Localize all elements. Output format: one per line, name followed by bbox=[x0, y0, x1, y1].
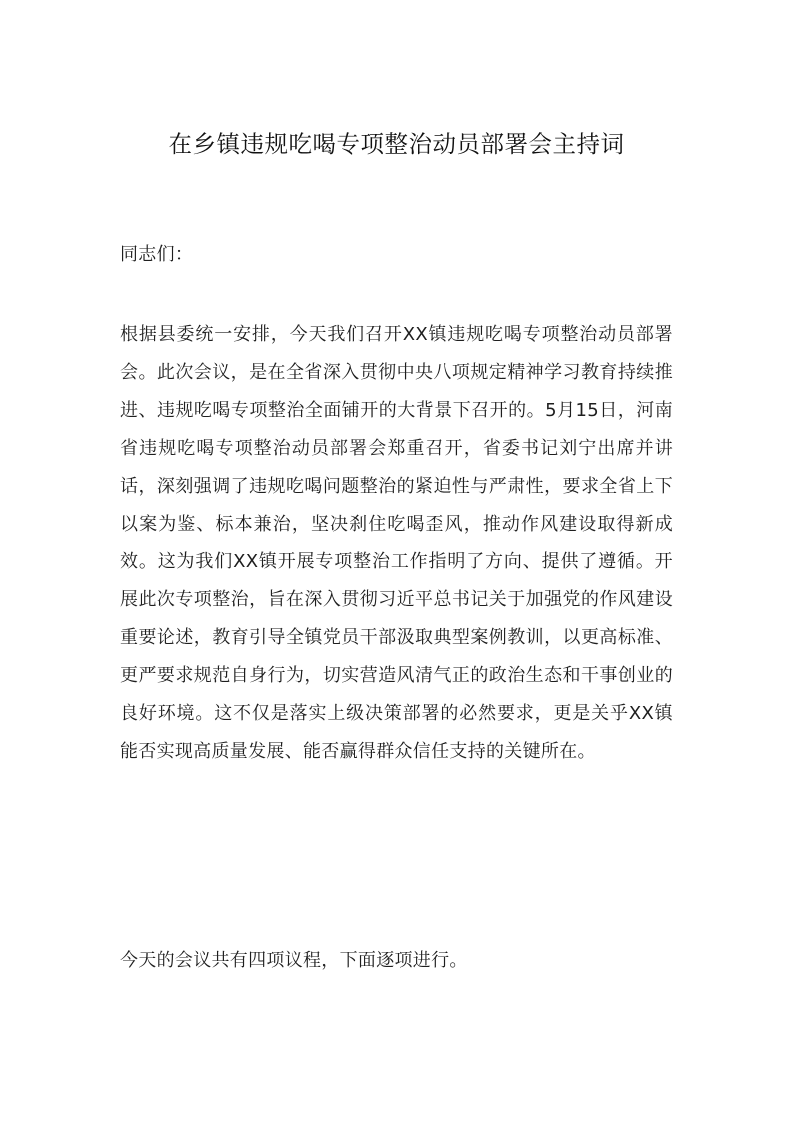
greeting bbox=[120, 236, 673, 274]
paragraph-text: 今天的会议共有四项议程，下面逐项进行。 bbox=[120, 950, 468, 971]
document-title: 在乡镇违规吃喝专项整治动员部署会主持词 bbox=[168, 130, 625, 158]
paragraph-agenda bbox=[120, 942, 673, 980]
greeting-text: 同志们： bbox=[120, 244, 194, 265]
paragraph-text: 根据县委统一安排，今天我们召开XX镇违规吃喝专项整治动员部署会。此次会议，是在全省深入贯彻中央八项规定精神学习教育持续推进、违规吃喝专项整治全面铺开的大背景下召开的。5月15日，河南省违规吃喝专项整治动员部署会郑重召开，省委书记刘宁出席并讲话，深刻强调了违规吃喝问题整治的紧迫性与严肃性，要求全省上下以案为鉴、标本兼治，坚决刹住吃喝歪风，推动作风建设取得新成效。这为我们XX镇开展专项整治工作指明了方向、提供了遵循。开展此次专项整治，旨在深入贯彻习近平总书记关于加强党的作风建设重要论述，教育引导全镇党员干部汲取典型案例教训，以更高标准、更严要求规范自身行为，切实营造风清气正的政治生态和干事创业的良好环境。这不仅是落实上级决策部署的必然要求，更是关乎XX镇能否实现高质量发展、能否赢得群众信任支持的关键所在。 bbox=[120, 324, 673, 762]
paragraph-main bbox=[120, 316, 673, 771]
